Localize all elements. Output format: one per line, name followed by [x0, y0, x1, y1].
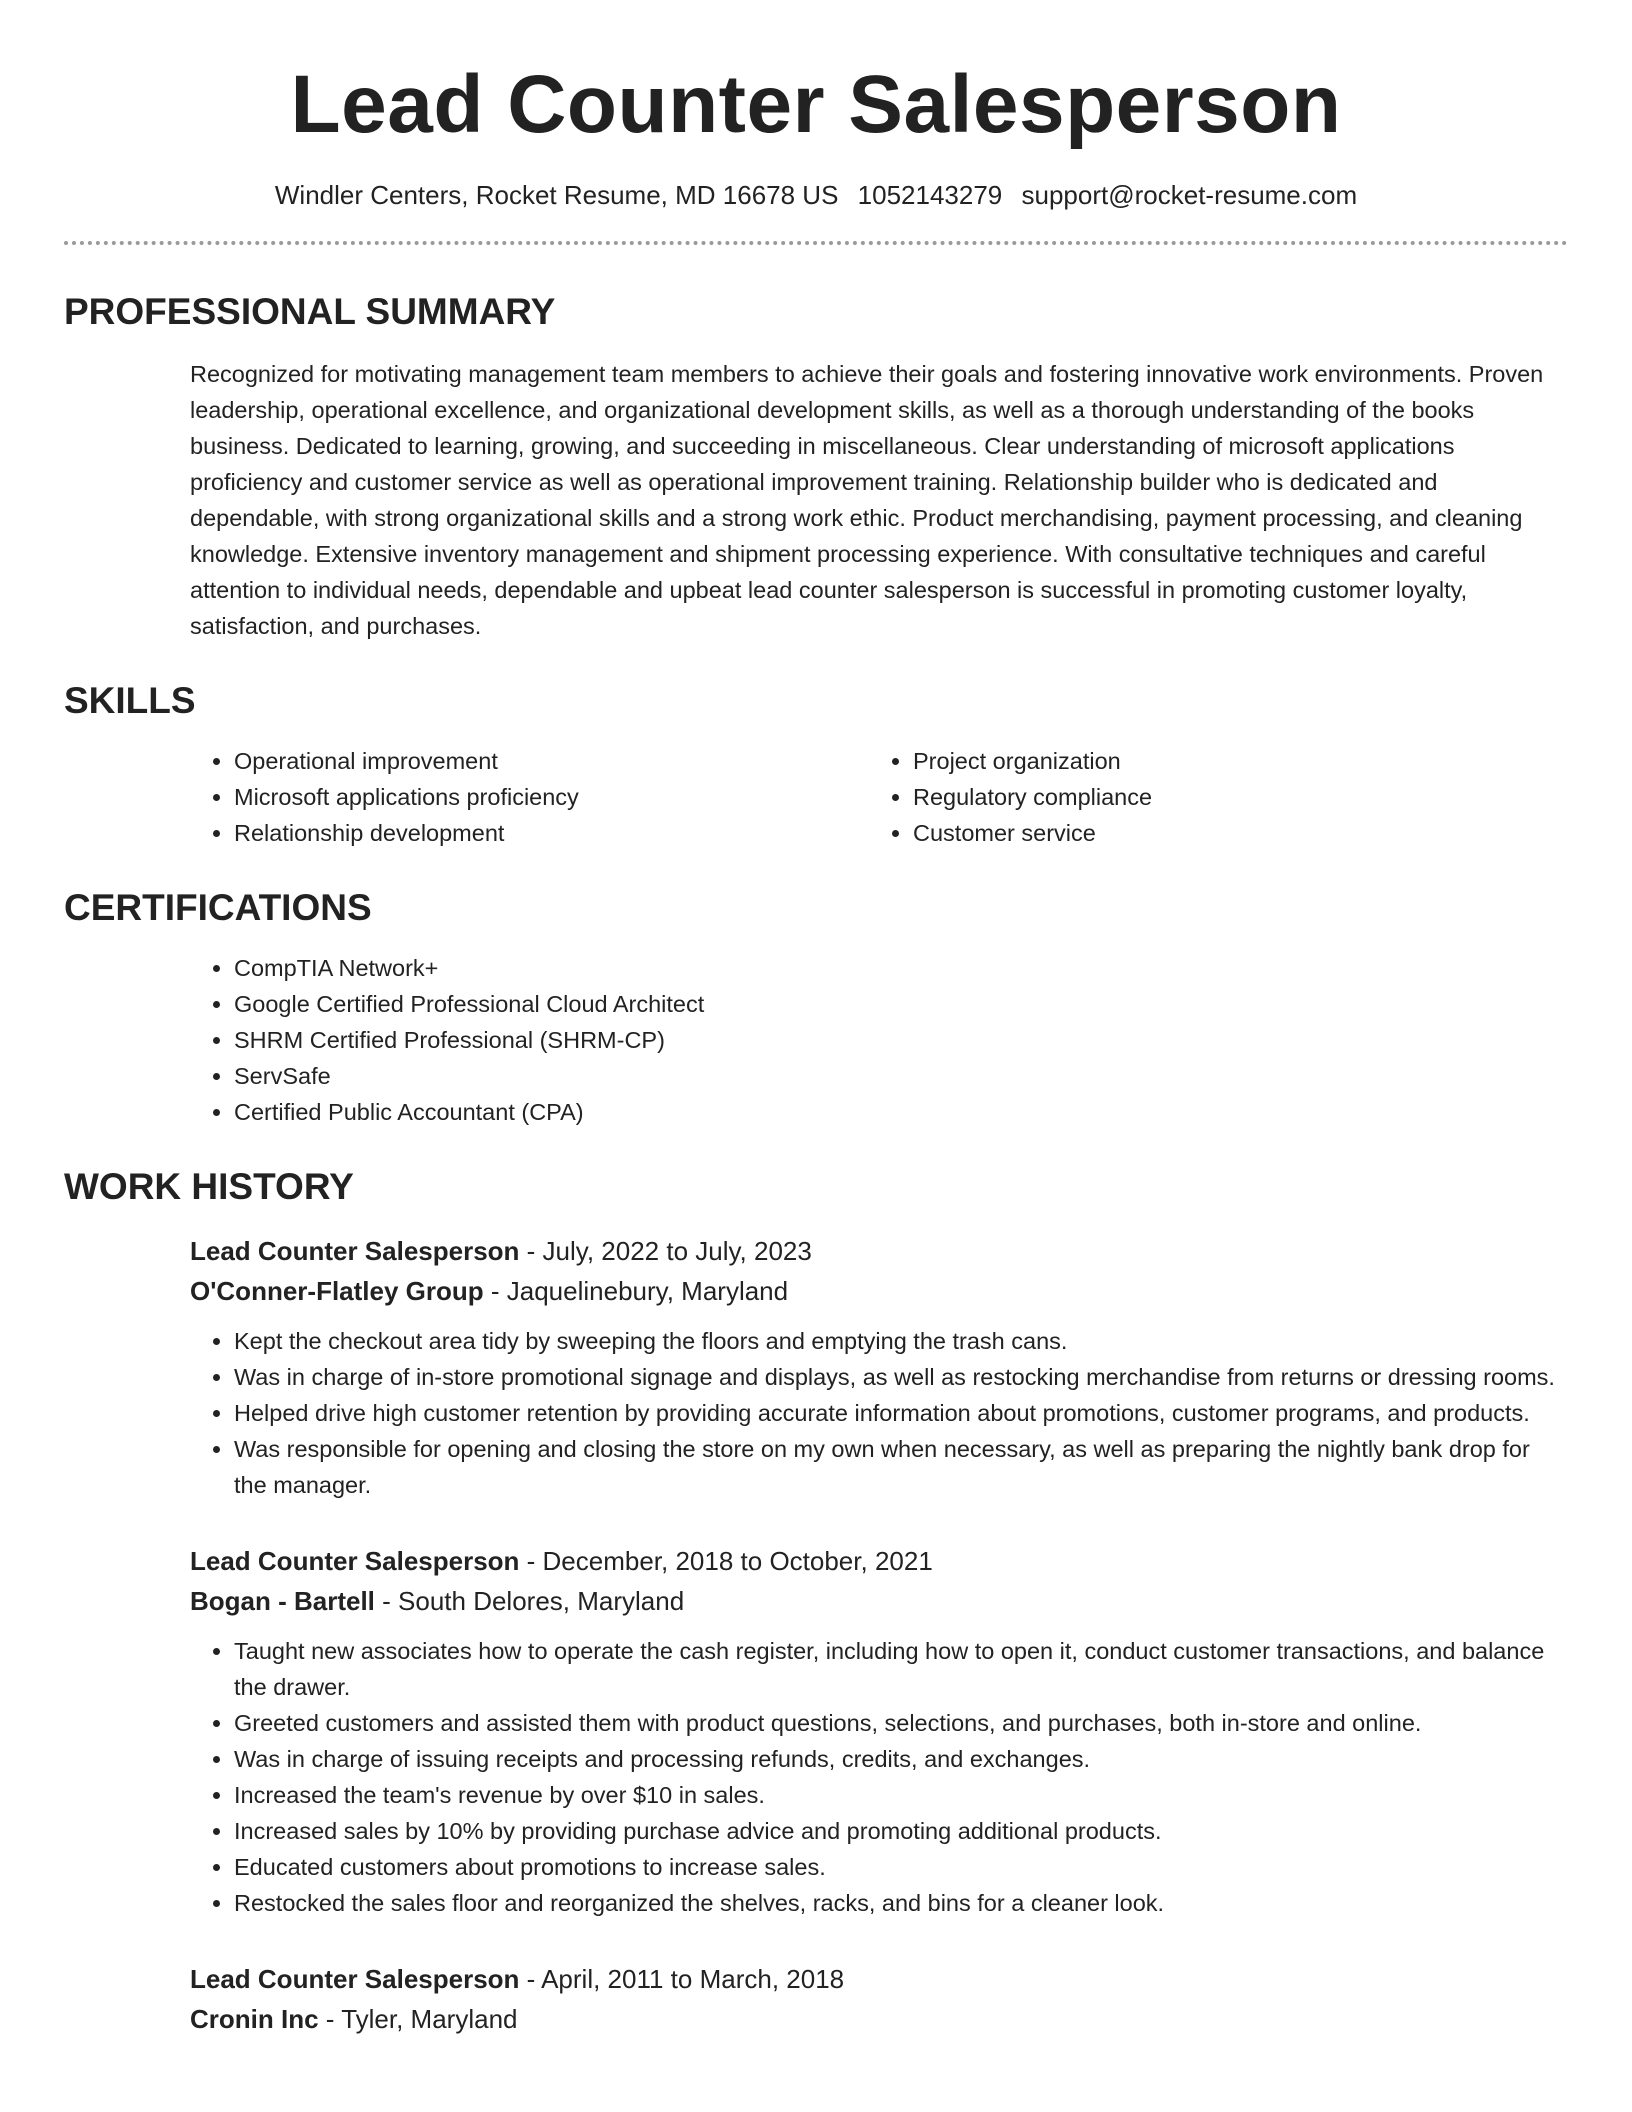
- job-company-line: [190, 1271, 1568, 1311]
- certification-item: • Google Certified Professional Cloud Architect: [234, 986, 1568, 1022]
- skills-grid: [190, 743, 1568, 851]
- job-bullet: • Increased the team's revenue by over $10 in sales.: [234, 1777, 1568, 1813]
- contact-line: [64, 180, 1568, 211]
- section-title-skills: SKILLS: [64, 680, 196, 721]
- skills-section: [64, 682, 1568, 851]
- job-bullet: • Taught new associates how to operate the cash register, including how to open it, conduct customer transactions, and balance the drawer.: [234, 1633, 1568, 1705]
- job-role: Lead Counter Salesperson: [190, 1546, 520, 1576]
- job-bullet: • Kept the checkout area tidy by sweeping the floors and emptying the trash cans.: [234, 1323, 1568, 1359]
- section-title-certifications: CERTIFICATIONS: [64, 887, 372, 928]
- work-history-section: [64, 1168, 1568, 2039]
- skill-item: • Customer service: [913, 815, 1568, 851]
- job-title-line: [190, 1231, 1568, 1271]
- job-bullet: • Educated customers about promotions to increase sales.: [234, 1849, 1568, 1885]
- skill-item: • Relationship development: [234, 815, 869, 851]
- job-bullet: • Was in charge of issuing receipts and processing refunds, credits, and exchanges.: [234, 1741, 1568, 1777]
- job-bullet: • Increased sales by 10% by providing purchase advice and promoting additional products.: [234, 1813, 1568, 1849]
- job-company-line: [190, 1999, 1568, 2039]
- job-company: Cronin Inc: [190, 2004, 319, 2034]
- job-title-line: [190, 1541, 1568, 1581]
- certification-item: • Certified Public Accountant (CPA): [234, 1094, 1568, 1130]
- job-bullet: • Was responsible for opening and closing the store on my own when necessary, as well as preparing the nightly bank drop for the manager.: [234, 1431, 1568, 1503]
- job-title-line: [190, 1959, 1568, 1999]
- job-dates: - December, 2018 to October, 2021: [519, 1546, 933, 1576]
- summary-text: Recognized for motivating management team members to achieve their goals and fostering innovative work environments. Proven leadership, operational excellence, and organizational development skills, as well as a thorough understanding of the books business. Dedicated to learning, growing, and succeeding in miscellaneous. Clear understanding of microsoft applications proficiency and customer service as well as operational improvement training. Relationship builder who is dedicated and dependable, with strong organizational skills and a strong work ethic. Product merchandising, payment processing, and cleaning knowledge. Extensive inventory management and shipment processing experience. With consultative techniques and careful attention to individual needs, dependable and upbeat lead counter salesperson is successful in promoting customer loyalty, satisfaction, and purchases.: [190, 361, 1544, 639]
- skills-right-list: [869, 743, 1568, 851]
- header-divider: [64, 241, 1568, 245]
- skill-item: • Microsoft applications proficiency: [234, 779, 869, 815]
- contact-email: support@rocket-resume.com: [1021, 180, 1358, 210]
- certification-item: • SHRM Certified Professional (SHRM-CP): [234, 1022, 1568, 1058]
- job-dates: - April, 2011 to March, 2018: [519, 1964, 845, 1994]
- certifications-list: [190, 950, 1568, 1130]
- job-role: Lead Counter Salesperson: [190, 1964, 520, 1994]
- certification-item: • CompTIA Network+: [234, 950, 1568, 986]
- job-location: - Tyler, Maryland: [318, 2004, 518, 2034]
- job-bullet: • Restocked the sales floor and reorganized the shelves, racks, and bins for a cleaner look.: [234, 1885, 1568, 1921]
- contact-address: Windler Centers, Rocket Resume, MD 16678 US: [274, 180, 839, 210]
- skills-left-list: [190, 743, 869, 851]
- job-entry: [190, 1959, 1568, 2039]
- job-company-line: [190, 1581, 1568, 1621]
- job-bullets: [190, 1323, 1568, 1503]
- job-role: Lead Counter Salesperson: [190, 1236, 520, 1266]
- job-company: Bogan - Bartell: [190, 1586, 375, 1616]
- job-location: - South Delores, Maryland: [374, 1586, 685, 1616]
- certifications-section: [64, 889, 1568, 1130]
- job-bullets: [190, 1633, 1568, 1921]
- section-title-work-history: WORK HISTORY: [64, 1166, 354, 1207]
- job-location: - Jaquelinebury, Maryland: [483, 1276, 789, 1306]
- certification-item: • ServSafe: [234, 1058, 1568, 1094]
- job-entry: [190, 1231, 1568, 1503]
- job-bullet: • Was in charge of in-store promotional signage and displays, as well as restocking merchandise from returns or dressing rooms.: [234, 1359, 1568, 1395]
- job-entry: [190, 1541, 1568, 1921]
- candidate-name: Lead Counter Salesperson: [290, 59, 1342, 150]
- skill-item: • Operational improvement: [234, 743, 869, 779]
- job-bullet: • Greeted customers and assisted them with product questions, selections, and purchases, both in-store and online.: [234, 1705, 1568, 1741]
- contact-phone: 1052143279: [857, 180, 1003, 210]
- section-title-summary: PROFESSIONAL SUMMARY: [64, 291, 556, 332]
- skill-item: • Regulatory compliance: [913, 779, 1568, 815]
- job-company: O'Conner-Flatley Group: [190, 1276, 484, 1306]
- job-bullet: • Helped drive high customer retention by providing accurate information about promotions, customer programs, and products.: [234, 1395, 1568, 1431]
- skill-item: • Project organization: [913, 743, 1568, 779]
- job-dates: - July, 2022 to July, 2023: [519, 1236, 812, 1266]
